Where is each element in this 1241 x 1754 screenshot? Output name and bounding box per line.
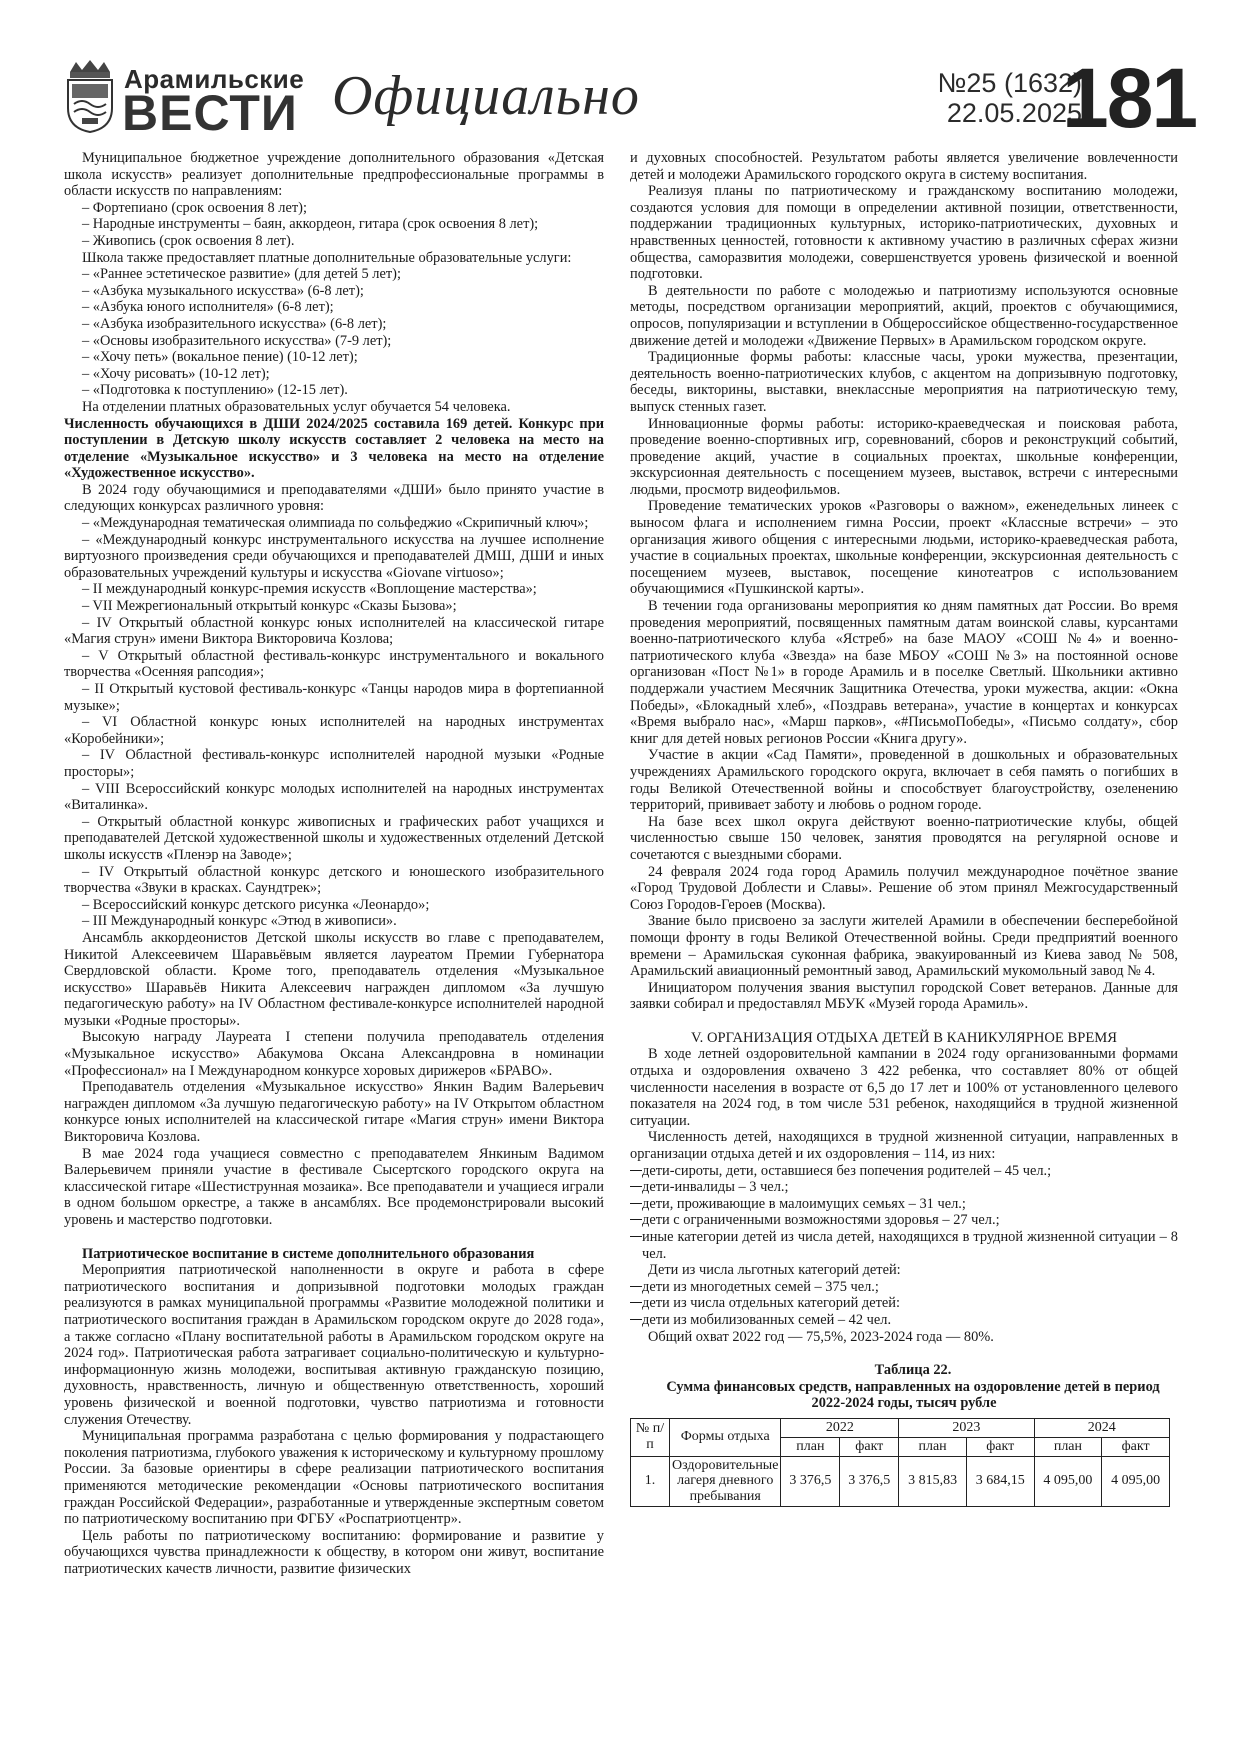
finance-table [630,1418,1170,1507]
header-cell: 2023 [899,1418,1034,1437]
dash-list-item: дети, проживающие в малоимущих семьях – 31 чел.; [630,1196,1178,1213]
list-item: – Всероссийский конкурс детского рисунка «Леонардо»; [82,896,430,913]
paragraph: Звание было присвоено за заслуги жителей Арамили в обеспечении бесперебойной помощи фронту в годы Великой Отечественной войны. Среди предприятий военного времени – Арамильская суконная фабрика, эвакуированный из Киева завод № 508, Арамильский авиационный ремонтный завод, Арамильский мукомольный завод № 4. [630,913,1178,980]
spacer [64,1229,604,1246]
list-item: – IV Открытый областной конкурс юных исполнителей на классической гитаре «Магия струн» имени Виктора Викторовича Козлова; [64,614,604,648]
header-cell: 2022 [781,1418,899,1437]
paragraph: Муниципальная программа разработана с целью формирования у подрастающего поколения патриотизма, глубокого уважения к историческому и культурному прошлому России. За базовые ориентиры в сфере реализации патриотического воспитания применяются методические рекомендации «Основы патриотического воспитания граждан Российской Федерации», разработанные и утвержденные экспертным советом по патриотическому воспитанию при ФГБУ «Роспатриотцентр». [64,1428,604,1528]
table-cell: 3 815,83 [899,1456,967,1506]
dash-list-item: дети из мобилизованных семей – 42 чел. [630,1312,1178,1329]
header-cell: план [1034,1437,1102,1456]
paragraph: Преподаватель отделения «Музыкальное искусство» Янкин Вадим Валерьевич награжден дипломом «За лучшую педагогическую работу» на IV Открытом областном конкурсе юных исполнителей на классической гитаре «Магия струн» имени Виктора Викторовича Козлова. [64,1079,604,1146]
paragraph: Дети из числа льготных категорий детей: [648,1262,901,1279]
paragraph: В мае 2024 года учащиеся совместно с преподавателем Янкиным Вадимом Валерьевичем приняли участие в фестивале Сысертского городского округа на классической гитаре «Шестиструнная мозаика». Все преподаватели и учащиеся играли в одном большом оркестре, а также в ансамблях. Все продемонстрировали высокий уровень и мастерство подготовки. [64,1145,604,1228]
right-column [630,150,1178,1507]
list-item: – «Подготовка к поступлению» (12-15 лет). [82,382,348,399]
header-cell: 2024 [1034,1418,1169,1437]
header-cell: план [899,1437,967,1456]
list-item: – IV Областной фестиваль-конкурс исполнителей народной музыки «Родные просторы»; [64,747,604,780]
list-item: – «Международный конкурс инструментального искусства на лучшее исполнение виртуозного произведения среди обучающихся и преподавателей ДМШ, ДШИ и иных образовательных учреждений культуры и искусства «Giovane virtuoso»; [64,531,604,581]
paragraph: Цель работы по патриотическому воспитанию: формирование и развитие у обучающихся чувства принадлежности к обществу, в котором они живут, воспитание патриотических качеств личности, развитие физических [64,1527,604,1577]
spacer [630,1345,1178,1362]
paragraph: На базе всех школ округа действуют военно-патриотические клубы, общей численностью свыше 150 человек, занятия проводятся на регулярной основе и сочетаются с выездными сборами. [630,813,1178,863]
dash-list-item: дети из многодетных семей – 375 чел.; [630,1279,1178,1296]
paragraph: В деятельности по работе с молодежью и патриотизму используются основные методы, посредством организации мероприятий, акций, проектов с обучающимися, опросов, популяризации и вступлении в Общероссийское общественно-государственное движение детей и молодежи «Движение Первых» в Арамильском городском округе. [630,282,1178,349]
dash-list-item: дети из числа отдельных категорий детей: [630,1295,1178,1312]
list-item: – VII Межрегиональный открытый конкурс «Сказы Бызова»; [82,598,457,615]
list-item: – «Международная тематическая олимпиада по сольфеджио «Скрипичный ключ»; [82,515,589,532]
paragraph: Муниципальное бюджетное учреждение дополнительного образования «Детская школа искусств» реализует дополнительные предпрофессиональные программы в области искусств по направлениям: [64,150,604,200]
page-number: 181 [1062,51,1197,145]
issue-number: №25 (1632) [937,68,1082,98]
list-item: – Живопись (срок освоения 8 лет). [82,232,295,249]
list-item: – Народные инструменты – баян, аккордеон, гитара (срок освоения 8 лет); [82,216,539,233]
paragraph: Школа также предоставляет платные дополнительные образовательные услуги: [82,249,572,266]
paragraph: 24 февраля 2024 года город Арамиль получил международное почётное звание «Город Трудовой Доблести и Славы». Решение об этом принял Межгосударственный Союз Городов-Героев (Москва). [630,863,1178,913]
paragraph: Общий охват 2022 год — 75,5%, 2023-2024 года — 80%. [648,1328,994,1345]
paragraph: Проведение тематических уроков «Разговоры о важном», еженедельных линеек с выносом флага и исполнением гимна России, проект «Классные встречи» – это организация живого общения с интересными людьми, историко-краеведческая работа, участие в социальных проектах, школьные конференции, экскурсионная деятельность с посещением музеев, выставок, посещение кинотеатров с использованием обучающимися «Пушкинской карты». [630,498,1178,598]
newspaper-logo [62,58,305,141]
paragraph: В течении года организованы мероприятия ко дням памятных дат России. Во время проведения мероприятий, посвященных памятным датам воинской славы, курсантами военно-патриотического клуба «Ястреб» на базе МАОУ «СОШ №4» и военно-патриотического клуба «Звезда» на базе МБОУ «СОШ №3» на постоянной основе организован «Пост №1» в городе Арамиль и в поселке Светлый. Школьники активно поддержали участием Месячник Защитника Отечества, уроки мужества, акции: «Окна Победы», «Блокадный хлеб», «Поздравь ветерана», участие в концертах и конкурсах «Время выбрало нас», «Марш парков», «#ПисьмоПобеды», «Письмо солдату», сбор книг для детей новых регионов России «Книга другу». [630,598,1178,747]
table-title: Сумма финансовых средств, направленных на оздоровление детей в период 2022-2024 годы, тысяч рубле [666,1378,1160,1412]
table-cell: 4 095,00 [1034,1456,1102,1506]
brand-top: Арамильские [124,64,305,94]
list-item: – «Азбука изобразительного искусства» (6-8 лет); [82,315,387,332]
table-cell: 3 376,5 [781,1456,840,1506]
brand-main: ВЕСТИ [122,85,298,141]
table-header-row [631,1418,1170,1437]
dash-list-item: иные категории детей из числа детей, находящихся в трудной жизненной ситуации – 8 чел. [630,1229,1178,1262]
header-cell: Формы отдыха [670,1418,781,1456]
paragraph: Мероприятия патриотической наполненности в округе и работа в сфере патриотического воспитания и допризывной подготовки молодых граждан реализуются в рамках муниципальной программы «Развитие молодежной политики и патриотического воспитания граждан в Арамильском городском округе до 2028 года», а также согласно «Плану воспитательной работы в Арамильском городском округе на 2024 год». Патриотическая работа затрагивает социально-политическую и культурно-информационную жизнь молодежи, воспитывая активную гражданскую позицию, духовность, нравственность, личную и общественную ответственность, хороший уровень физической и военной подготовки, чувство патриотизма и готовности служения Отечеству. [64,1262,604,1428]
list-item: – IV Открытый областной конкурс детского и юношеского изобразительного творчества «Звуки в красках. Саундтрек»; [64,863,604,897]
bold-paragraph: Численность обучающихся в ДШИ 2024/2025 составила 169 детей. Конкурс при поступлении в Детскую школу искусств составляет 2 человека на место на отделение «Музыкальное искусство» и 3 человека на место на отделение «Художественное искусство». [64,415,604,482]
table-row [631,1456,1170,1506]
list-item: – V Открытый областной фестиваль-конкурс инструментального и вокального творчества «Осенняя рапсодия»; [64,647,604,681]
header-cell: факт [1102,1437,1170,1456]
paragraph: Ансамбль аккордеонистов Детской школы искусств во главе с преподавателем, Никитой Алексеевичем Шаравьёвым является лауреатом Премии Губернатора Свердловской области. Кроме того, преподаватель отделения «Музыкальное искусство» Шаравьёв Никита Алексеевич награжден дипломом «За лучшую педагогическую работу» на IV Областном фестивале-конкурсе исполнителей народной музыки «Родные просторы». [64,929,604,1029]
paragraph: Участие в акции «Сад Памяти», проведенной в дошкольных и образовательных учреждениях Арамильского городского округа, включает в себя память о погибших в годы Великой Отечественной войны и способствует благоустройству, озеленению территорий, прививает заботу и любовь о родном городе. [630,747,1178,814]
list-item: – VIII Всероссийский конкурс молодых исполнителей на народных инструментах «Виталинка». [64,780,604,814]
header-cell: план [781,1437,840,1456]
paragraph: Инновационные формы работы: историко-краеведческая и поисковая работа, проведение военно-спортивных игр, соревнований, сборов и реконструкций событий, проведение акций, участие в социальных проектах, школьные конференции, экскурсионная деятельность с посещением музеев, выставок, встречи с интересными людьми, просмотр видеофильмов. [630,415,1178,498]
dash-list-item: дети-инвалиды – 3 чел.; [630,1179,1178,1196]
section-title: Официально [332,65,640,127]
list-item: – «Азбука юного исполнителя» (6-8 лет); [82,299,334,316]
table-cell: Оздоровительные лагеря дневного пребывания [670,1456,781,1506]
dash-list-item: дети-сироты, дети, оставшиеся без попечения родителей – 45 чел.; [630,1163,1178,1180]
paragraph: Численность детей, находящихся в трудной жизненной ситуации, направленных в организации отдыха детей и их оздоровления – 114, из них: [630,1129,1178,1163]
paragraph: Традиционные формы работы: классные часы, уроки мужества, презентации, деятельность военно-патриотических клубов, с акцентом на допризывную подготовку, беседы, викторины, выставки, внеклассные мероприятия на патриотическую тему, выпуск стенных газет. [630,349,1178,415]
list-item: – Фортепиано (срок освоения 8 лет); [82,199,307,216]
masthead [62,50,1197,145]
issue-date: 22.05.2025 [946,98,1082,128]
list-item: – «Хочу рисовать» (10-12 лет); [82,365,270,382]
header-cell: факт [966,1437,1034,1456]
list-item: – «Раннее эстетическое развитие» (для детей 5 лет); [82,266,401,283]
paragraph: Инициатором получения звания выступил городской Совет ветеранов. Данные для заявки собирал и предоставлял МБУК «Музей города Арамиль». [630,979,1178,1013]
list-item: – VI Областной конкурс юных исполнителей на народных инструментах «Коробейники»; [64,714,604,747]
table-cell: 4 095,00 [1102,1456,1170,1506]
issue-info [882,68,1082,128]
header-cell: № п/п [631,1418,670,1456]
header-cell: факт [840,1437,899,1456]
spacer [630,1013,1178,1030]
dash-list-item: дети с ограниченными возможностями здоровья – 27 чел.; [630,1212,1178,1229]
paragraph: Реализуя планы по патриотическому и гражданскому воспитанию молодежи, создаются условия для помощи в определении активной позиции, ответственности, поддержании традиционных культурных, историко-патриотических, духовных и нравственных ценностей, готовности к активному участию в различных сферах жизни общества, саморазвития молодежи, совершенствуется уровень физической и военной подготовки. [630,183,1178,283]
paragraph: Высокую награду Лауреата I степени получила преподаватель отделения «Музыкальное искусство» Абакумова Оксана Александровна в номинации «Профессионал» на I Международном конкурсе хоровых дирижеров «БРАВО». [64,1029,604,1079]
left-column [64,150,604,1577]
list-item: – «Азбука музыкального искусства» (6-8 лет); [82,282,364,299]
table-cell: 1. [631,1456,670,1506]
paragraph: В ходе летней оздоровительной кампании в 2024 году организованными формами отдыха и оздоровления охвачено 3 422 ребенка, что составляет 80% от общей численности населения в возрасте от 6,5 до 17 лет и 100% от установленного целевого показателя на 2024 год, в том числе 531 ребенок, находящийся в трудной жизненной ситуации. [630,1046,1178,1129]
section-heading: V. ОРГАНИЗАЦИЯ ОТДЫХА ДЕТЕЙ В КАНИКУЛЯРНОЕ ВРЕМЯ [691,1029,1117,1046]
list-item: – II Открытый кустовой фестиваль-конкурс «Танцы народов мира в фортепианной музыке»; [64,681,604,714]
list-item: – «Основы изобразительного искусства» (7-9 лет); [82,332,392,349]
list-item: – Открытый областной конкурс живописных и графических работ учащихся и преподавателей Детской художественной школы и художественных отделений Детской школы искусств «Пленэр на Заводе»; [64,813,604,863]
list-item: – II международный конкурс-премия искусств «Воплощение мастерства»; [82,581,537,598]
list-item: – «Хочу петь» (вокальное пение) (10-12 лет); [82,349,358,366]
table-number: Таблица 22. [874,1362,952,1379]
list-item: – III Международный конкурс «Этюд в живописи». [82,913,397,930]
section-heading: Патриотическое воспитание в системе дополнительного образования [82,1245,535,1262]
paragraph: На отделении платных образовательных услуг обучается 54 человека. [82,398,511,415]
city-crest-icon [62,58,118,134]
table-cell: 3 376,5 [840,1456,899,1506]
paragraph: В 2024 году обучающимися и преподавателями «ДШИ» было принято участие в следующих конкурсах различного уровня: [64,481,604,515]
paragraph: и духовных способностей. Результатом работы является увеличение вовлеченности детей и молодежи Арамильского городского округа в систему воспитания. [630,150,1178,183]
table-cell: 3 684,15 [966,1456,1034,1506]
